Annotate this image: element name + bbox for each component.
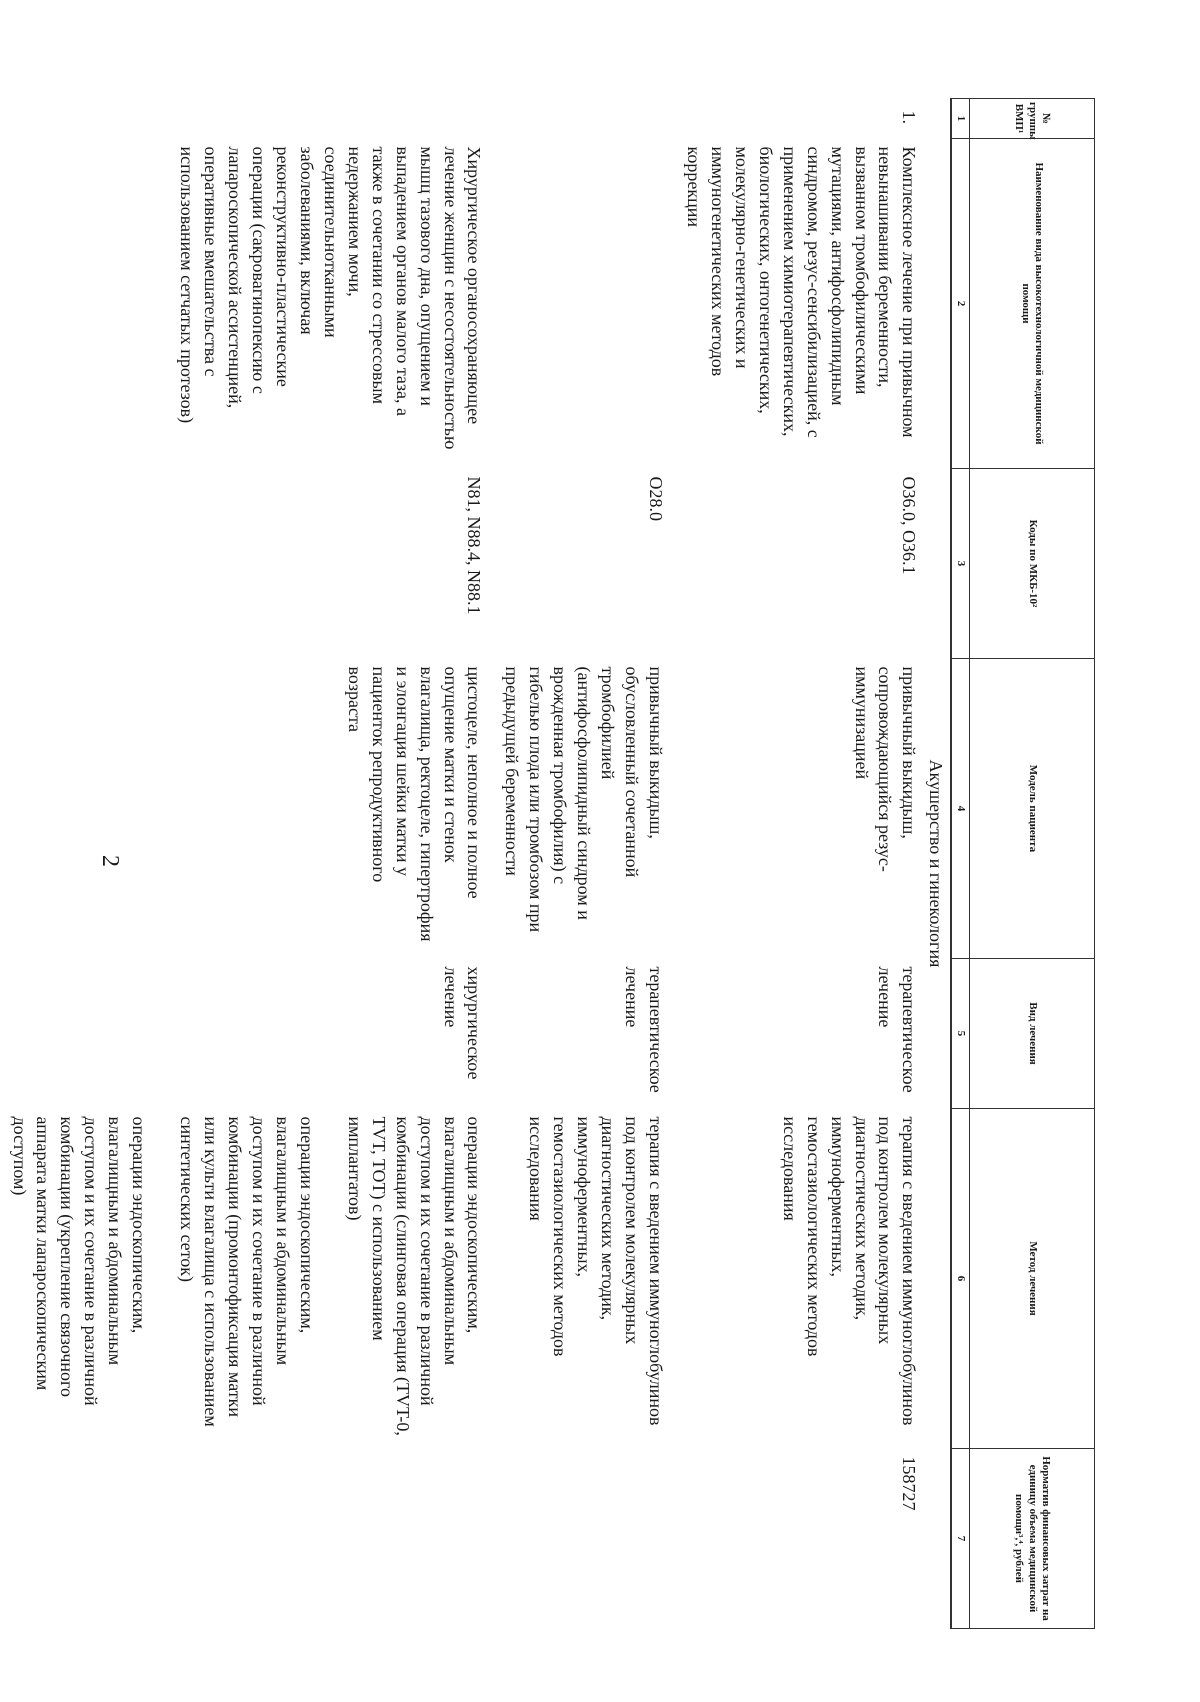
cost-standard: 158727 xyxy=(899,1456,920,1511)
column-number-row xyxy=(951,99,969,1629)
treatment-type: терапевтическое лечение xyxy=(622,966,667,1093)
header-treatment-method: Метод лечения xyxy=(970,1109,1095,1449)
section-title: Акушерство и гинекология xyxy=(926,759,947,968)
header-name: Наименование вида высокотехнологичной медицинской помощи xyxy=(970,139,1095,469)
cost-standard xyxy=(0,1449,486,1629)
vmp-name: Комплексное лечение при привычном невынашивании беременности, вызванном тромбофилическими мутациями, антифосфолипидным синдромом, резус-сенсибилизацией, с применением химиотерапевтических, биологических, онтогенетических, молекулярно-генетических и иммуногенетических методов коррекции xyxy=(684,146,920,438)
column-number: 5 xyxy=(951,959,969,1109)
column-number: 1 xyxy=(951,99,969,139)
table-row xyxy=(486,99,668,1629)
patient-model: цистоцеле, неполное и полное опущение матки и стенок влагалища, ректоцеле, гипертрофия и элонгация шейки матки у пациенток репродуктивного возраста xyxy=(344,666,485,942)
column-number: 7 xyxy=(951,1449,969,1629)
header-group-number: № группы ВМП¹ xyxy=(970,99,1095,139)
column-number: 4 xyxy=(951,659,969,959)
column-number: 3 xyxy=(951,469,969,659)
treatment-method: операции эндоскопическим, влагалищным и абдоминальным доступом и их сочетание в различной комбинации (укрепление связочного аппарата матки лапароскопическим доступом) xyxy=(9,1116,150,1406)
treatment-method: операции эндоскопическим, влагалищным и абдоминальным доступом и их сочетание в различной комбинации (промонтофиксация матки или культи влагалища с использованием синтетических сеток) xyxy=(177,1116,317,1427)
group-number: 1. xyxy=(899,110,920,124)
table-container xyxy=(9,98,1095,1628)
cost-standard xyxy=(486,1449,668,1629)
group-number xyxy=(0,99,486,139)
treatment-methods xyxy=(0,1109,486,1449)
header-treatment-type: Вид лечения xyxy=(970,959,1095,1109)
table-row xyxy=(667,99,920,1629)
header-patient-model: Модель пациента xyxy=(970,659,1095,959)
section-row xyxy=(920,99,951,1629)
icd-codes: O28.0 xyxy=(646,476,667,521)
group-number xyxy=(486,99,668,139)
header-icd-codes: Коды по МКБ-10² xyxy=(970,469,1095,659)
vmp-name xyxy=(486,139,668,469)
patient-model: привычный выкидыш, обусловленный сочетанной тромбофилией (антифосфолипидный синдром и врожденная тромбофилия) с гибелью плода или тромбозом при предыдущей беременности xyxy=(502,666,667,933)
patient-model: привычный выкидыш, сопровождающийся резус-иммунизацией xyxy=(851,666,920,872)
treatment-type: хирургическое лечение xyxy=(440,966,485,1080)
treatment-method: терапия с введением иммуноглобулинов под контролем молекулярных диагностических методик, иммуноферментных, гемостазиологических методов исследования xyxy=(779,1116,920,1426)
treatment-method: операции эндоскопическим, влагалищным и абдоминальным доступом и их сочетание в различной комбинации (слинговая операция (TVT-0, TVT, TOT) с использованием имплантатов) xyxy=(344,1116,485,1436)
header-row xyxy=(970,99,1095,1629)
page-number: 2 xyxy=(97,855,123,867)
column-number: 2 xyxy=(951,139,969,469)
table-row xyxy=(0,99,486,1629)
vmp-name: Хирургическое органосохраняющее лечение женщин с несостоятельностью мышц тазового дна, опущением и выпадением органов малого таза, а также в сочетании со стрессовым недержанием мочи, соединительнотканными заболеваниями, включая реконструктивно-пластические операции (сакровагинопексию с лапароскопической ассистенцией, оперативные вмешательства с использованием сетчатых протезов) xyxy=(177,146,485,450)
icd-codes: O36.0, O36.1 xyxy=(899,476,920,575)
vmp-table xyxy=(0,98,1095,1629)
treatment-method: терапия с введением иммуноглобулинов под контролем молекулярных диагностических методик, иммуноферментных, гемостазиологических методов исследования xyxy=(526,1116,667,1426)
icd-codes: N81, N88.4, N88.1 xyxy=(464,476,485,615)
treatment-type: терапевтическое лечение xyxy=(875,966,920,1093)
column-number: 6 xyxy=(951,1109,969,1449)
header-cost-standard: Норматив финансовых затрат на единицу объема медицинской помощи³,⁴, рублей xyxy=(970,1449,1095,1629)
